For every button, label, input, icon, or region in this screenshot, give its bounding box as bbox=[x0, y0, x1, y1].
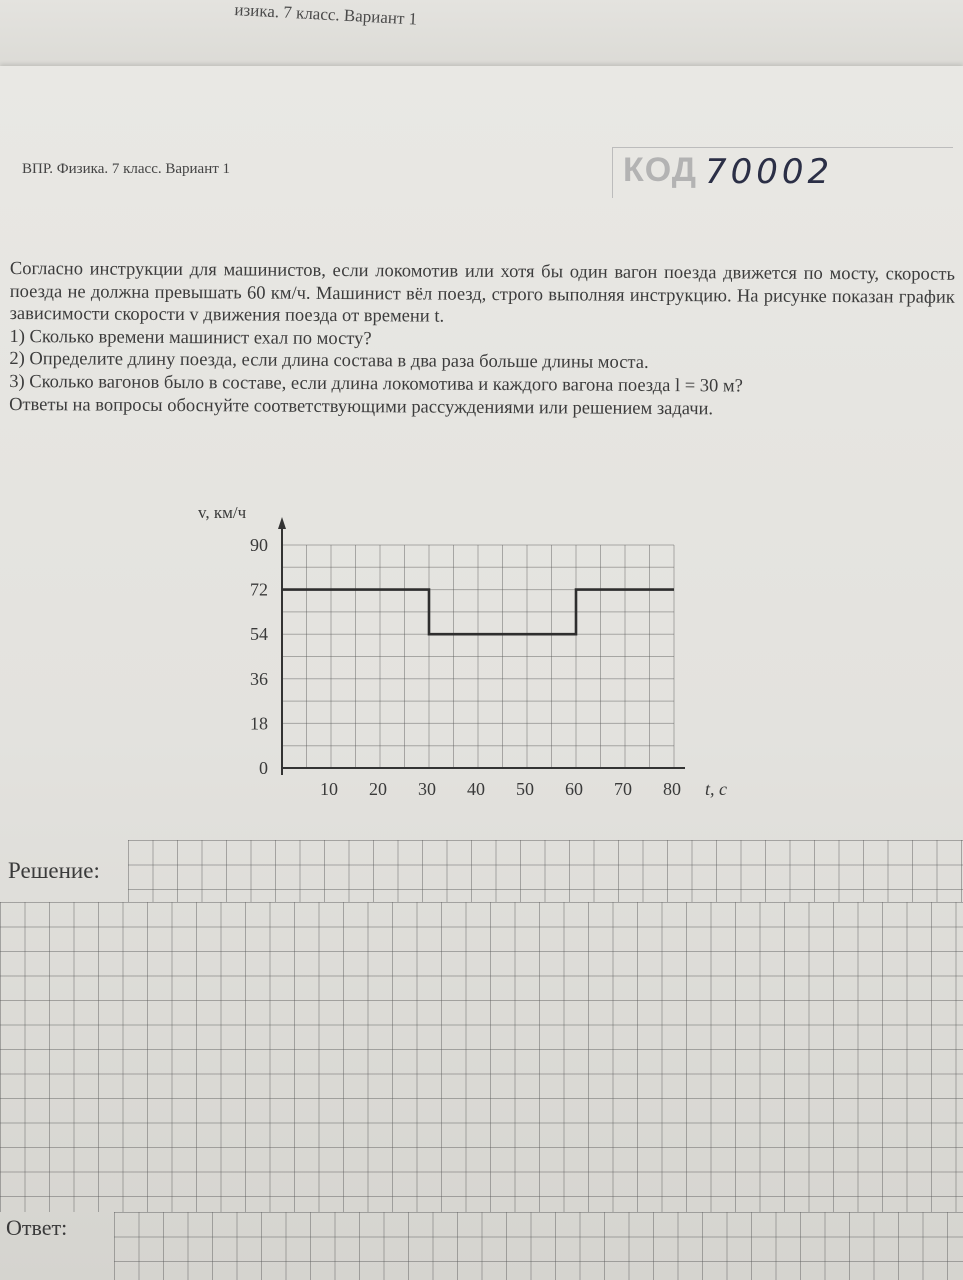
x-tick-label: 50 bbox=[516, 779, 534, 799]
y-tick-label: 72 bbox=[250, 579, 268, 600]
x-tick-label: 80 bbox=[663, 779, 681, 799]
y-tick-label: 90 bbox=[250, 535, 268, 555]
code-value-handwritten: 70002 bbox=[705, 152, 834, 192]
y-tick-label: 0 bbox=[259, 758, 268, 778]
solution-grid[interactable] bbox=[0, 902, 963, 1212]
x-tick-label: 60 bbox=[565, 779, 583, 799]
solution-grid-top[interactable] bbox=[128, 840, 963, 902]
x-tick-label: 20 bbox=[369, 779, 387, 799]
problem-paragraph: Согласно инструкции для машинистов, если локомотив или хотя бы один вагон поезда движется по мосту, скорость поезда не должна превышать 60 км/ч. Машинист вёл поезд, строго выполняя инструкцию. На рисунке показан график зависимости скорости v движения поезда от времени t. bbox=[9, 258, 955, 327]
code-label: КОД bbox=[623, 151, 697, 189]
answer-label: Ответ: bbox=[6, 1215, 68, 1240]
y-axis-label: v, км/ч bbox=[198, 503, 247, 522]
question-3: 3) Сколько вагонов было в составе, если длина локомотива и каждого вагона поезда l = 30 м? bbox=[9, 371, 743, 397]
page-header-title: ВПР. Физика. 7 класс. Вариант 1 bbox=[22, 161, 231, 177]
answer-grid[interactable] bbox=[114, 1212, 963, 1280]
question-1: 1) Сколько времени машинист ехал по мосту? bbox=[9, 326, 372, 349]
problem-text bbox=[9, 258, 955, 422]
x-tick-label: 40 bbox=[467, 779, 485, 799]
solution-label: Решение: bbox=[8, 858, 100, 883]
y-tick-label: 54 bbox=[250, 624, 268, 645]
velocity-time-chart bbox=[190, 495, 750, 815]
y-tick-label: 18 bbox=[250, 713, 268, 734]
x-tick-label: 70 bbox=[614, 779, 632, 799]
y-tick-label: 36 bbox=[250, 668, 268, 689]
back-page-header: изика. 7 класс. Вариант 1 bbox=[234, 0, 418, 29]
y-axis-arrow bbox=[278, 517, 286, 529]
chart-grid bbox=[282, 545, 674, 768]
x-axis-label: t, с bbox=[705, 779, 727, 799]
x-tick-label: 10 bbox=[320, 779, 338, 799]
question-2: 2) Определите длину поезда, если длина состава в два раза больше длины моста. bbox=[9, 349, 649, 374]
x-tick-label: 30 bbox=[418, 779, 436, 799]
problem-closing: Ответы на вопросы обоснуйте соответствующими рассуждениями или решением задачи. bbox=[9, 394, 714, 419]
code-box bbox=[612, 147, 953, 198]
